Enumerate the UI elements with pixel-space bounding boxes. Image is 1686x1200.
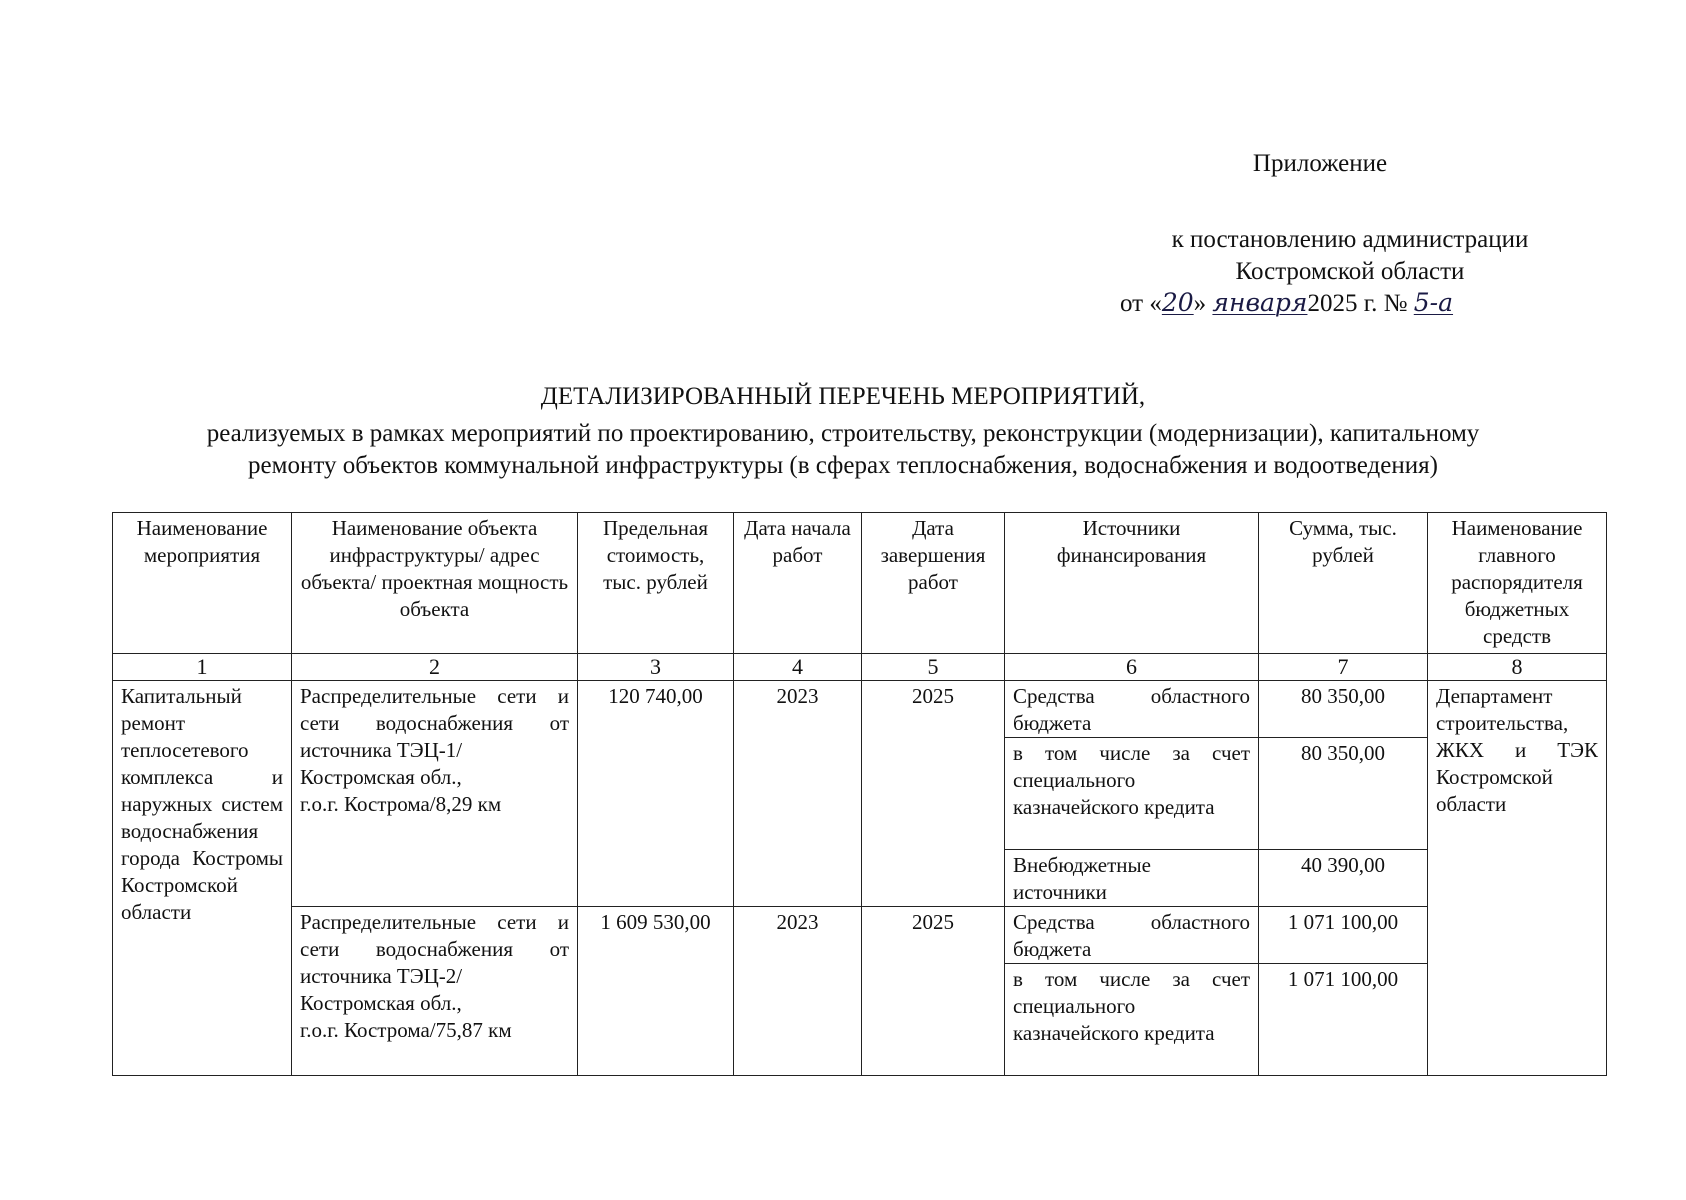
funding-source-cell: Средства областного бюджета xyxy=(1005,681,1259,738)
funding-source-cell: в том числе за счет специального казначейского кредита xyxy=(1005,738,1259,850)
column-number: 2 xyxy=(292,654,578,681)
funding-sum-cell: 80 350,00 xyxy=(1259,738,1428,850)
date-prefix: от « xyxy=(1120,290,1162,317)
object-cost-cell: 1 609 530,00 xyxy=(578,907,734,1076)
date-month-handwritten: января xyxy=(1212,288,1308,317)
object-name-cell xyxy=(292,681,578,907)
funding-source-cell: в том числе за счет специального казначейского кредита xyxy=(1005,964,1259,1076)
appendix-region-line: Костромской области xyxy=(1235,258,1465,285)
object-end-cell: 2025 xyxy=(862,907,1005,1076)
object-start-cell: 2023 xyxy=(734,681,862,907)
column-number: 4 xyxy=(734,654,862,681)
column-number: 5 xyxy=(862,654,1005,681)
object-region-line: Костромская обл., xyxy=(300,765,462,789)
object-name-cell xyxy=(292,907,578,1076)
column-number: 6 xyxy=(1005,654,1259,681)
funding-sum-cell: 1 071 100,00 xyxy=(1259,907,1428,964)
date-mid: » xyxy=(1193,290,1213,317)
object-cost-cell: 120 740,00 xyxy=(578,681,734,907)
funding-sum-cell: 40 390,00 xyxy=(1259,850,1428,907)
object-city-line: г.о.г. Кострома/8,29 км xyxy=(300,792,502,816)
document-subtitle-line1: реализуемых в рамках мероприятий по проектированию, строительству, реконструкции (модернизации), капитальному xyxy=(206,420,1480,447)
funding-sum-cell: 80 350,00 xyxy=(1259,681,1428,738)
measure-name-cell: Капитальный ремонт теплосетевого комплекса и наружных систем водоснабжения города Костромы Костромской области xyxy=(113,681,292,1076)
header-start-date: Дата начала работ xyxy=(734,513,862,654)
header-sum: Сумма, тыс. рублей xyxy=(1259,513,1428,654)
header-end-date: Дата завершения работ xyxy=(862,513,1005,654)
header-funding-sources: Источники финансирования xyxy=(1005,513,1259,654)
funding-source-cell: Внебюджетные источники xyxy=(1005,850,1259,907)
budget-manager-cell: Департамент строительства, ЖКХ и ТЭК Костромской области xyxy=(1428,681,1607,1076)
document-title: ДЕТАЛИЗИРОВАННЫЙ ПЕРЕЧЕНЬ МЕРОПРИЯТИЙ, xyxy=(540,383,1146,410)
appendix-title: Приложение xyxy=(1252,150,1388,177)
object-city-line: г.о.г. Кострома/75,87 км xyxy=(300,1018,512,1042)
header-budget-manager: Наименование главного распорядителя бюджетных средств xyxy=(1428,513,1607,654)
object-region-line: Костромская обл., xyxy=(300,991,462,1015)
measures-table xyxy=(112,512,1607,1076)
column-number: 3 xyxy=(578,654,734,681)
table-row xyxy=(113,681,1607,738)
table-row xyxy=(113,907,1607,964)
doc-number-handwritten: 5-а xyxy=(1413,288,1454,317)
document-subtitle-line2: ремонту объектов коммунальной инфраструктуры (в сферах теплоснабжения, водоснабжения и водоотведения) xyxy=(248,452,1438,479)
header-measure-name: Наименование мероприятия xyxy=(113,513,292,654)
column-number: 8 xyxy=(1428,654,1607,681)
header-max-cost: Предельная стоимость, тыс. рублей xyxy=(578,513,734,654)
date-day-handwritten: 20 xyxy=(1161,288,1194,317)
appendix-decree-line: к постановлению администрации xyxy=(1171,226,1529,253)
object-name-line: Распределительные сети и сети водоснабжения от источника ТЭЦ-2/ xyxy=(300,910,569,988)
object-name-line: Распределительные сети и сети водоснабжения от источника ТЭЦ-1/ xyxy=(300,684,569,762)
funding-sum-cell: 1 071 100,00 xyxy=(1259,964,1428,1076)
funding-source-cell: Средства областного бюджета xyxy=(1005,907,1259,964)
appendix-date-line xyxy=(1120,287,1600,319)
column-number: 1 xyxy=(113,654,292,681)
object-end-cell: 2025 xyxy=(862,681,1005,907)
column-number-row xyxy=(113,654,1607,681)
date-year: 2025 г. № xyxy=(1307,290,1414,317)
column-number: 7 xyxy=(1259,654,1428,681)
header-object-name: Наименование объекта инфраструктуры/ адрес объекта/ проектная мощность объекта xyxy=(292,513,578,654)
table-header-row xyxy=(113,513,1607,654)
object-start-cell: 2023 xyxy=(734,907,862,1076)
